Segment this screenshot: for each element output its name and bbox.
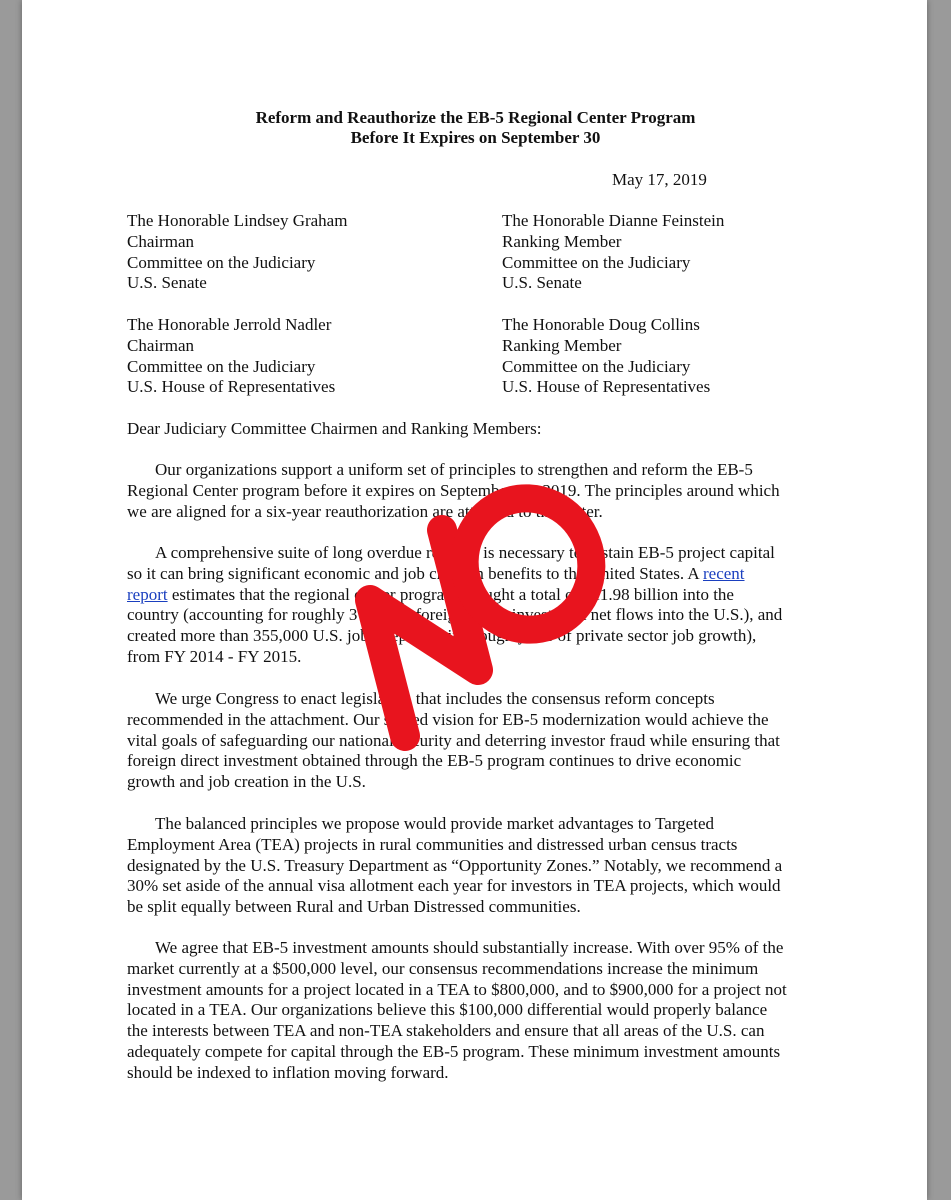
recipient-block-collins [502,315,710,398]
recipient-committee: Committee on the Judiciary [127,356,316,376]
recent-report-link[interactable]: recent [702,563,745,583]
paragraph-line: Regional Center program before it expires on September 30, 2019. The principles around which [127,480,780,500]
paragraph-5 [127,938,823,1084]
recipient-name: The Honorable Jerrold Nadler [127,315,332,334]
paragraph-3 [127,689,823,793]
paragraph-line [127,585,823,606]
recipient-block-feinstein [502,211,724,294]
paragraph-line: Employment Area (TEA) projects in rural communities and distressed urban census tracts [127,834,738,854]
paragraph-line: We agree that EB-5 investment amounts should substantially increase. With over 95% of the [155,938,784,957]
paragraph-line: created more than 355,000 U.S. jobs (representing roughly 6% of private sector job growth), [127,626,757,646]
paragraph-line: recommended in the attachment. Our shared vision for EB-5 modernization would achieve the [127,709,769,729]
recipient-committee: Committee on the Judiciary [502,252,691,272]
paragraph-line: we are aligned for a six-year reauthorization are attached to this letter. [127,501,603,521]
paragraph-line: should be indexed to inflation moving forward. [127,1062,449,1082]
recipient-role: Ranking Member [502,231,622,251]
recipient-role: Chairman [127,335,195,355]
paragraph-text: estimates that the regional center program brought a total of $11.98 billion into the [167,584,734,604]
recipient-committee: Committee on the Judiciary [127,252,316,272]
paragraph-line: vital goals of safeguarding our national security and deterring investor fraud while ensuring that [127,730,780,750]
paragraph-line: be split equally between Rural and Urban Distressed communities. [127,897,581,917]
paragraph-line: located in a TEA. Our organizations believe this $100,000 differential would properly balance [127,1000,768,1020]
recipient-name: The Honorable Dianne Feinstein [502,211,725,230]
paragraph-line: We urge Congress to enact legislation that includes the consensus reform concepts [155,689,715,708]
paragraph-4 [127,814,823,918]
paragraph-line: from FY 2014 - FY 2015. [127,646,302,666]
recipient-committee: Committee on the Judiciary [502,356,691,376]
paragraph-line: market currently at a $500,000 level, our consensus recommendations increase the minimum [127,958,759,978]
recipient-chamber: U.S. Senate [502,273,582,293]
paragraph-2 [127,543,823,668]
paragraph-line: designated by the U.S. Treasury Department as “Opportunity Zones.” Notably, we recommend a [127,855,783,875]
recent-report-link-continued[interactable]: report [127,584,168,604]
paragraph-text: so it can bring significant economic and job creation benefits to the United States. A [127,563,703,583]
paragraph-line: growth and job creation in the U.S. [127,772,366,792]
paragraph-line: A comprehensive suite of long overdue reforms is necessary to sustain EB-5 project capital [155,543,775,562]
letter-title-line-2: Before It Expires on September 30 [350,128,601,147]
paragraph-line [127,564,823,585]
recipient-role: Ranking Member [502,335,622,355]
recipient-role: Chairman [127,231,195,251]
paragraph-line: country (accounting for roughly 3% of all foreign direct investment net flows into the U.S.), and [127,605,783,625]
paragraph-line: 30% set aside of the annual visa allotment each year for investors in TEA projects, which would [127,876,781,896]
paragraph-line: The balanced principles we propose would provide market advantages to Targeted [155,814,714,833]
recipient-block-nadler [127,315,335,398]
recipient-block-graham [127,211,347,294]
paragraph-1 [127,460,823,522]
salutation: Dear Judiciary Committee Chairmen and Ranking Members: [127,419,542,438]
recipient-chamber: U.S. Senate [127,273,207,293]
paragraph-line: adequately compete for capital through the EB-5 program. These minimum investment amounts [127,1041,781,1061]
recipient-chamber: U.S. House of Representatives [502,377,711,397]
recipient-name: The Honorable Doug Collins [502,315,700,334]
paragraph-line: Our organizations support a uniform set of principles to strengthen and reform the EB-5 [155,460,753,479]
recipient-chamber: U.S. House of Representatives [127,377,336,397]
paragraph-line: the interests between TEA and non-TEA stakeholders and ensure that all areas of the U.S. can [127,1021,765,1041]
letter-title-line-1: Reform and Reauthorize the EB-5 Regional Center Program [255,108,696,127]
paragraph-line: investment amounts for a project located in a TEA to $800,000, and to $900,000 for a project not [127,979,787,999]
recipient-name: The Honorable Lindsey Graham [127,211,348,230]
paragraph-line: foreign direct investment obtained through the EB-5 program continues to drive economic [127,751,742,771]
letter-date: May 17, 2019 [612,170,707,189]
